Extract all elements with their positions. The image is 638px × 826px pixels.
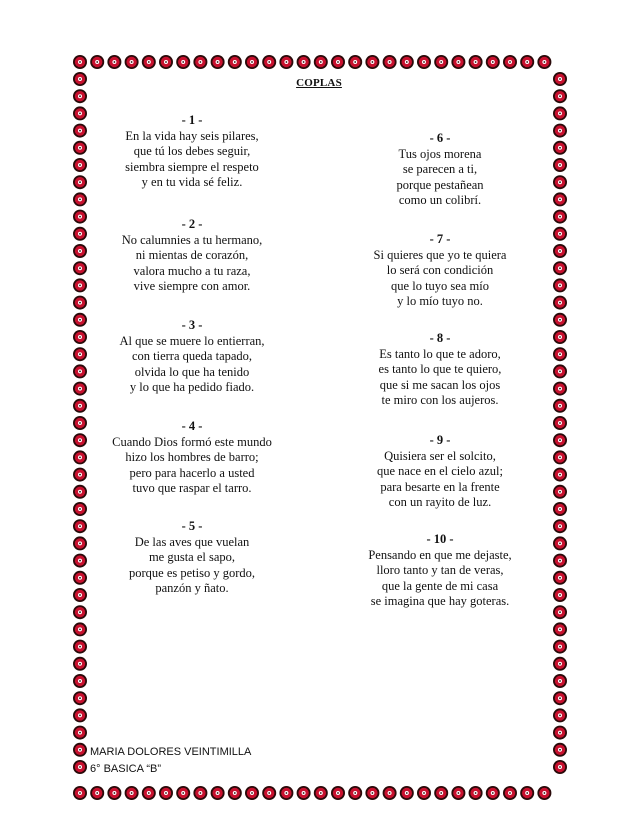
flower-border-icon	[176, 786, 190, 800]
flower-border-icon	[365, 786, 379, 800]
flower-border-icon	[159, 786, 173, 800]
flower-border-icon	[331, 55, 345, 69]
copla-number: - 10 -	[426, 532, 454, 546]
copla-3	[82, 318, 302, 396]
flower-border-icon	[90, 55, 104, 69]
flower-border-icon	[73, 708, 87, 722]
copla-line: y lo mío tuyo no.	[397, 294, 483, 308]
flower-border-icon	[73, 691, 87, 705]
page-border-bottom	[70, 783, 570, 803]
copla-line: con un rayito de luz.	[388, 495, 492, 509]
flower-border-icon	[228, 55, 242, 69]
copla-number: - 2 -	[181, 217, 203, 231]
flower-border-icon	[553, 261, 567, 275]
copla-number: - 4 -	[181, 419, 203, 433]
page-border-top	[70, 52, 570, 72]
flower-border-icon	[553, 605, 567, 619]
flower-border-icon	[553, 502, 567, 516]
copla-4	[82, 419, 302, 497]
page-border-right	[550, 52, 570, 803]
copla-line: se imagina que hay goteras.	[370, 594, 510, 608]
copla-line: porque pestañean	[396, 177, 484, 192]
flower-border-icon	[331, 786, 345, 800]
flower-border-icon	[297, 55, 311, 69]
copla-number: - 9 -	[429, 433, 451, 447]
flower-border-icon	[73, 760, 87, 774]
copla-5	[82, 519, 302, 597]
copla-line: y lo que ha pedido fiado.	[129, 380, 255, 394]
flower-border-icon	[70, 52, 570, 72]
flower-border-icon	[228, 786, 242, 800]
flower-border-icon	[107, 55, 121, 69]
footer-grade: 6° BASICA “B”	[90, 763, 162, 775]
flower-border-icon	[520, 786, 534, 800]
flower-border-icon	[553, 175, 567, 189]
flower-border-icon	[553, 313, 567, 327]
flower-border-icon	[553, 382, 567, 396]
flower-border-icon	[193, 55, 207, 69]
flower-border-icon	[348, 55, 362, 69]
flower-border-icon	[417, 786, 431, 800]
flower-border-icon	[451, 55, 465, 69]
copla-10	[330, 532, 550, 610]
flower-border-icon	[553, 536, 567, 550]
flower-border-icon	[553, 210, 567, 224]
flower-border-icon	[553, 141, 567, 155]
flower-border-icon	[365, 55, 379, 69]
copla-number: - 7 -	[429, 232, 451, 246]
copla-1	[82, 113, 302, 191]
footer-author: MARIA DOLORES VEINTIMILLA	[90, 746, 252, 758]
copla-line: panzón y ñato.	[155, 581, 229, 595]
flower-border-icon	[211, 786, 225, 800]
flower-border-icon	[262, 55, 276, 69]
copla-line: En la vida hay seis pilares,	[125, 128, 259, 143]
flower-border-icon	[73, 502, 87, 516]
copla-line: me gusta el sapo,	[148, 550, 236, 564]
flower-border-icon	[553, 588, 567, 602]
flower-border-icon	[211, 55, 225, 69]
copla-line: Pensando en que me dejaste,	[368, 547, 512, 562]
copla-line: pero para hacerlo a usted	[129, 465, 255, 480]
flower-border-icon	[125, 786, 139, 800]
flower-border-icon	[553, 330, 567, 344]
copla-line: y en tu vida sé feliz.	[141, 175, 243, 189]
flower-border-icon	[553, 399, 567, 413]
copla-number: - 8 -	[429, 331, 451, 345]
flower-border-icon	[553, 519, 567, 533]
copla-line: hizo los hombres de barro;	[125, 450, 259, 464]
flower-border-icon	[142, 786, 156, 800]
copla-line: No calumnies a tu hermano,	[121, 232, 263, 247]
flower-border-icon	[553, 657, 567, 671]
copla-line: para besarte en la frente	[380, 479, 500, 494]
copla-line: Cuando Dios formó este mundo	[112, 434, 272, 449]
copla-line: lloro tanto y tan de veras,	[376, 563, 504, 577]
copla-line: valora mucho a tu raza,	[133, 263, 251, 278]
copla-line: como un colibrí.	[398, 193, 482, 207]
copla-line: con tierra queda tapado,	[131, 349, 253, 363]
flower-border-icon	[553, 691, 567, 705]
flower-border-icon	[553, 760, 567, 774]
flower-border-icon	[245, 55, 259, 69]
flower-border-icon	[553, 416, 567, 430]
flower-border-icon	[73, 726, 87, 740]
flower-border-icon	[279, 786, 293, 800]
copla-line: te miro con los aujeros.	[381, 393, 499, 407]
flower-border-icon	[486, 55, 500, 69]
flower-border-icon	[553, 674, 567, 688]
copla-line: que lo tuyo sea mío	[391, 278, 489, 293]
flower-border-icon	[73, 743, 87, 757]
flower-border-icon	[553, 106, 567, 120]
flower-border-icon	[553, 708, 567, 722]
flower-border-icon	[451, 786, 465, 800]
flower-border-icon	[193, 786, 207, 800]
flower-border-icon	[159, 55, 173, 69]
copla-9	[330, 433, 550, 511]
flower-border-icon	[553, 227, 567, 241]
copla-line: que si me sacan los ojos	[379, 377, 501, 392]
flower-border-icon	[553, 485, 567, 499]
flower-border-icon	[553, 554, 567, 568]
flower-border-icon	[176, 55, 190, 69]
flower-border-icon	[553, 364, 567, 378]
copla-line: se parecen a ti,	[402, 162, 478, 176]
copla-number: - 3 -	[181, 318, 203, 332]
flower-border-icon	[73, 674, 87, 688]
flower-border-icon	[73, 296, 87, 310]
flower-border-icon	[73, 399, 87, 413]
copla-line: siembra siempre el respeto	[125, 159, 259, 174]
flower-border-icon	[314, 786, 328, 800]
flower-border-icon	[400, 786, 414, 800]
flower-border-icon	[503, 786, 517, 800]
copla-line: Tus ojos morena	[398, 146, 482, 161]
flower-border-icon	[553, 433, 567, 447]
flower-border-icon	[107, 786, 121, 800]
flower-border-icon	[73, 89, 87, 103]
copla-line: Quisiera ser el solcito,	[384, 448, 496, 463]
flower-border-icon	[553, 192, 567, 206]
flower-border-icon	[73, 657, 87, 671]
copla-number: - 6 -	[429, 131, 451, 145]
copla-line: porque es petiso y gordo,	[128, 565, 256, 580]
copla-2	[82, 217, 302, 295]
copla-line: De las aves que vuelan	[134, 534, 250, 549]
copla-line: Es tanto lo que te adoro,	[379, 346, 501, 361]
copla-line: que tú los debes seguir,	[133, 144, 251, 158]
flower-border-icon	[553, 124, 567, 138]
flower-border-icon	[383, 786, 397, 800]
flower-border-icon	[553, 450, 567, 464]
flower-border-icon	[434, 55, 448, 69]
flower-border-icon	[434, 786, 448, 800]
flower-border-icon	[553, 622, 567, 636]
flower-border-icon	[73, 192, 87, 206]
flower-border-icon	[73, 605, 87, 619]
flower-border-icon	[553, 347, 567, 361]
flower-border-icon	[553, 640, 567, 654]
flower-border-icon	[486, 786, 500, 800]
flower-border-icon	[262, 786, 276, 800]
page-title: COPLAS	[296, 77, 342, 89]
flower-border-icon	[553, 244, 567, 258]
copla-line: tuvo que raspar el tarro.	[132, 481, 252, 495]
copla-number: - 5 -	[181, 519, 203, 533]
copla-line: Al que se muere lo entierran,	[119, 333, 265, 348]
copla-line: Si quieres que yo te quiera	[373, 247, 507, 262]
flower-border-icon	[297, 786, 311, 800]
copla-line: ni mientas de corazón,	[135, 248, 249, 262]
flower-border-icon	[469, 786, 483, 800]
flower-border-icon	[348, 786, 362, 800]
copla-8	[330, 331, 550, 409]
flower-border-icon	[383, 55, 397, 69]
copla-line: que la gente de mi casa	[381, 578, 499, 593]
copla-6	[330, 131, 550, 209]
copla-7	[330, 232, 550, 310]
flower-border-icon	[314, 55, 328, 69]
copla-line: olvida lo que ha tenido	[134, 364, 250, 379]
copla-line: lo será con condición	[386, 263, 494, 277]
flower-border-icon	[469, 55, 483, 69]
copla-line: es tanto lo que te quiero,	[378, 362, 502, 376]
copla-line: vive siempre con amor.	[133, 279, 251, 293]
flower-border-icon	[400, 55, 414, 69]
flower-border-icon	[553, 468, 567, 482]
flower-border-icon	[553, 158, 567, 172]
flower-border-icon	[73, 640, 87, 654]
flower-border-icon	[73, 622, 87, 636]
flower-border-icon	[142, 55, 156, 69]
flower-border-icon	[417, 55, 431, 69]
flower-border-icon	[279, 55, 293, 69]
flower-border-icon	[70, 783, 570, 803]
flower-border-icon	[125, 55, 139, 69]
copla-line: que nace en el cielo azul;	[377, 464, 503, 478]
flower-border-icon	[503, 55, 517, 69]
flower-border-icon	[553, 89, 567, 103]
flower-border-icon	[550, 52, 570, 803]
flower-border-icon	[553, 726, 567, 740]
flower-border-icon	[553, 743, 567, 757]
flower-border-icon	[90, 786, 104, 800]
flower-border-icon	[553, 278, 567, 292]
flower-border-icon	[553, 571, 567, 585]
copla-number: - 1 -	[181, 113, 203, 127]
flower-border-icon	[245, 786, 259, 800]
flower-border-icon	[520, 55, 534, 69]
flower-border-icon	[553, 296, 567, 310]
